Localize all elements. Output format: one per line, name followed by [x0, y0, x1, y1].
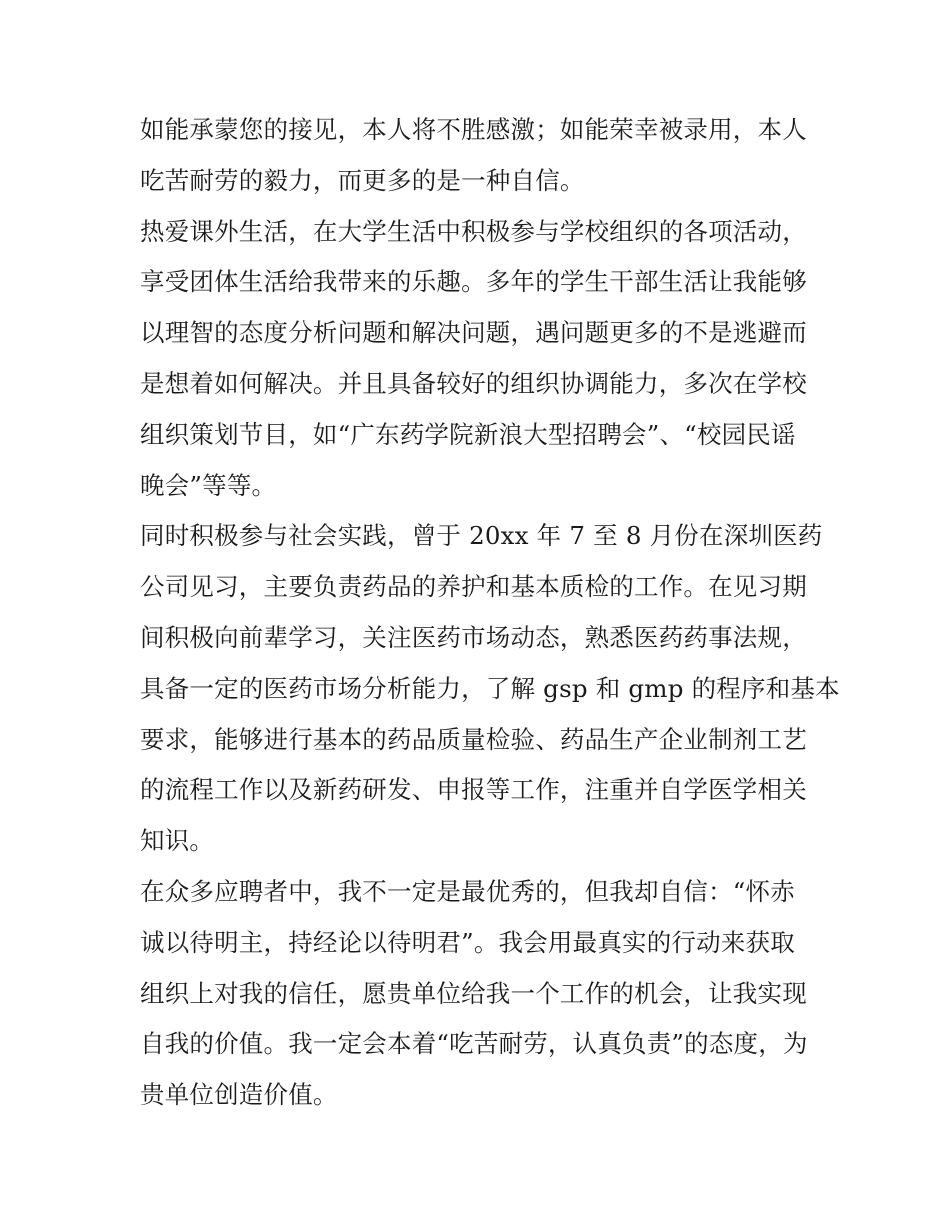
- text-line: 的流程工作以及新药研发、申报等工作，注重并自学医学相关: [140, 775, 807, 805]
- text-line: 公司见习，主要负责药品的养护和基本质检的工作。在见习期: [140, 572, 807, 602]
- text-line: 在众多应聘者中，我不一定是最优秀的，但我却自信：“怀赤: [140, 876, 795, 906]
- text-line: 组织策划节目，如“广东药学院新浪大型招聘会”、“校园民谣: [140, 419, 796, 449]
- text-line: 热爱课外生活，在大学生活中积极参与学校组织的各项活动，: [140, 216, 807, 246]
- text-line: 贵单位创造价值。: [140, 1080, 338, 1110]
- text-line: 知识。: [140, 826, 215, 856]
- text-line: 同时积极参与社会实践，曾于 20xx 年 7 至 8 月份在深圳医药: [140, 521, 823, 551]
- text-line: 要求，能够进行基本的药品质量检验、药品生产企业制剂工艺: [140, 724, 807, 754]
- text-line: 以理智的态度分析问题和解决问题，遇问题更多的不是逃避而: [140, 318, 807, 348]
- text-line: 间积极向前辈学习，关注医药市场动态，熟悉医药药事法规，: [140, 622, 807, 652]
- text-line: 吃苦耐劳的毅力，而更多的是一种自信。: [140, 165, 585, 195]
- text-line: 具备一定的医药市场分析能力，了解 gsp 和 gmp 的程序和基本: [140, 673, 840, 703]
- letter-body: [140, 105, 840, 1121]
- text-line: 是想着如何解决。并且具备较好的组织协调能力，多次在学校: [140, 368, 807, 398]
- text-line: 诚以待明主，持经论以待明君”。我会用最真实的行动来获取: [140, 927, 795, 957]
- text-line: 如能承蒙您的接见，本人将不胜感激；如能荣幸被录用，本人: [140, 115, 807, 144]
- text-line: 组织上对我的信任，愿贵单位给我一个工作的机会，让我实现: [140, 978, 807, 1008]
- text-line: 自我的价值。我一定会本着“吃苦耐劳，认真负责”的态度，为: [140, 1029, 808, 1059]
- text-line: 晚会”等等。: [140, 470, 277, 500]
- text-line: 享受团体生活给我带来的乐趣。多年的学生干部生活让我能够: [140, 267, 807, 297]
